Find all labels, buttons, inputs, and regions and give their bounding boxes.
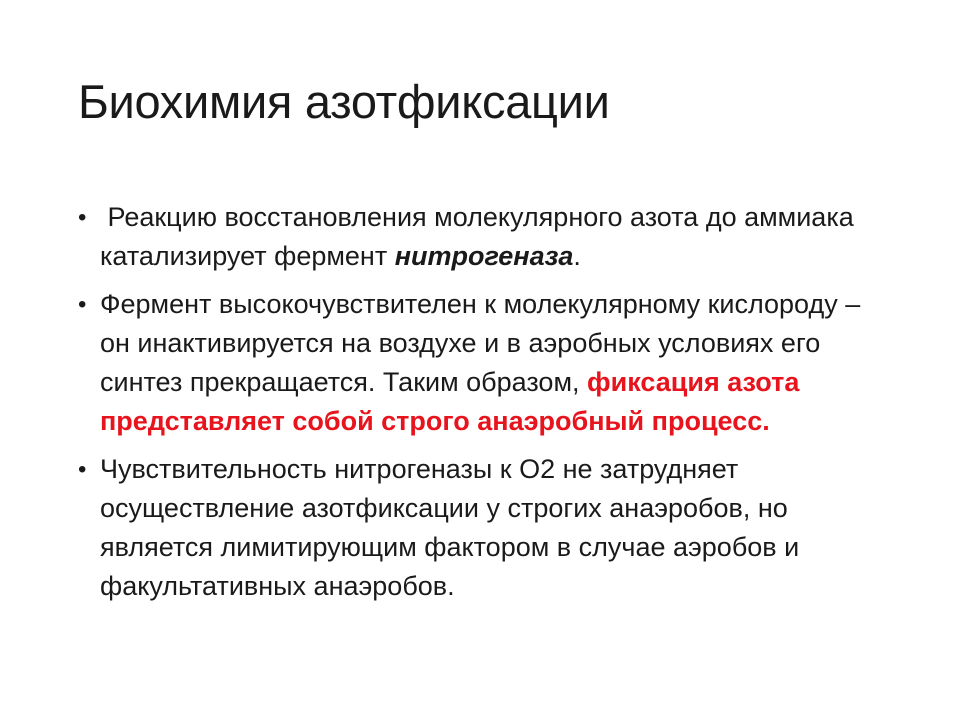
bullet-highlight: фиксация азота представляет собой строго анаэробный процесс. xyxy=(100,367,800,436)
bullet-item-3 xyxy=(78,450,878,606)
slide-title: Биохимия азотфиксации xyxy=(78,75,610,128)
bullet-text: Фермент высокочувствителен к молекулярному кислороду – он инактивируется на воздухе и в аэробных условиях его синтез прекращается. Таким образом, xyxy=(100,289,861,397)
bullet-text: Чувствительность нитрогеназы к О2 не затрудняет осуществление азотфиксации у строгих анаэробов, но является лимитирующим фактором в случае аэробов и факультативных анаэробов. xyxy=(100,454,800,601)
bullet-item-2 xyxy=(78,285,878,441)
bullet-marker: • xyxy=(78,456,87,483)
bullet-lead-space xyxy=(100,202,108,232)
bullet-text-end: . xyxy=(573,241,581,271)
bullet-item-1 xyxy=(78,198,878,276)
bullet-list xyxy=(78,198,878,615)
bullet-marker: • xyxy=(78,291,87,318)
bullet-marker: • xyxy=(78,204,87,231)
bullet-text: Реакцию восстановления молекулярного азота до аммиака катализирует фермент xyxy=(100,202,854,271)
bullet-emphasis: нитрогеназа xyxy=(394,241,574,271)
